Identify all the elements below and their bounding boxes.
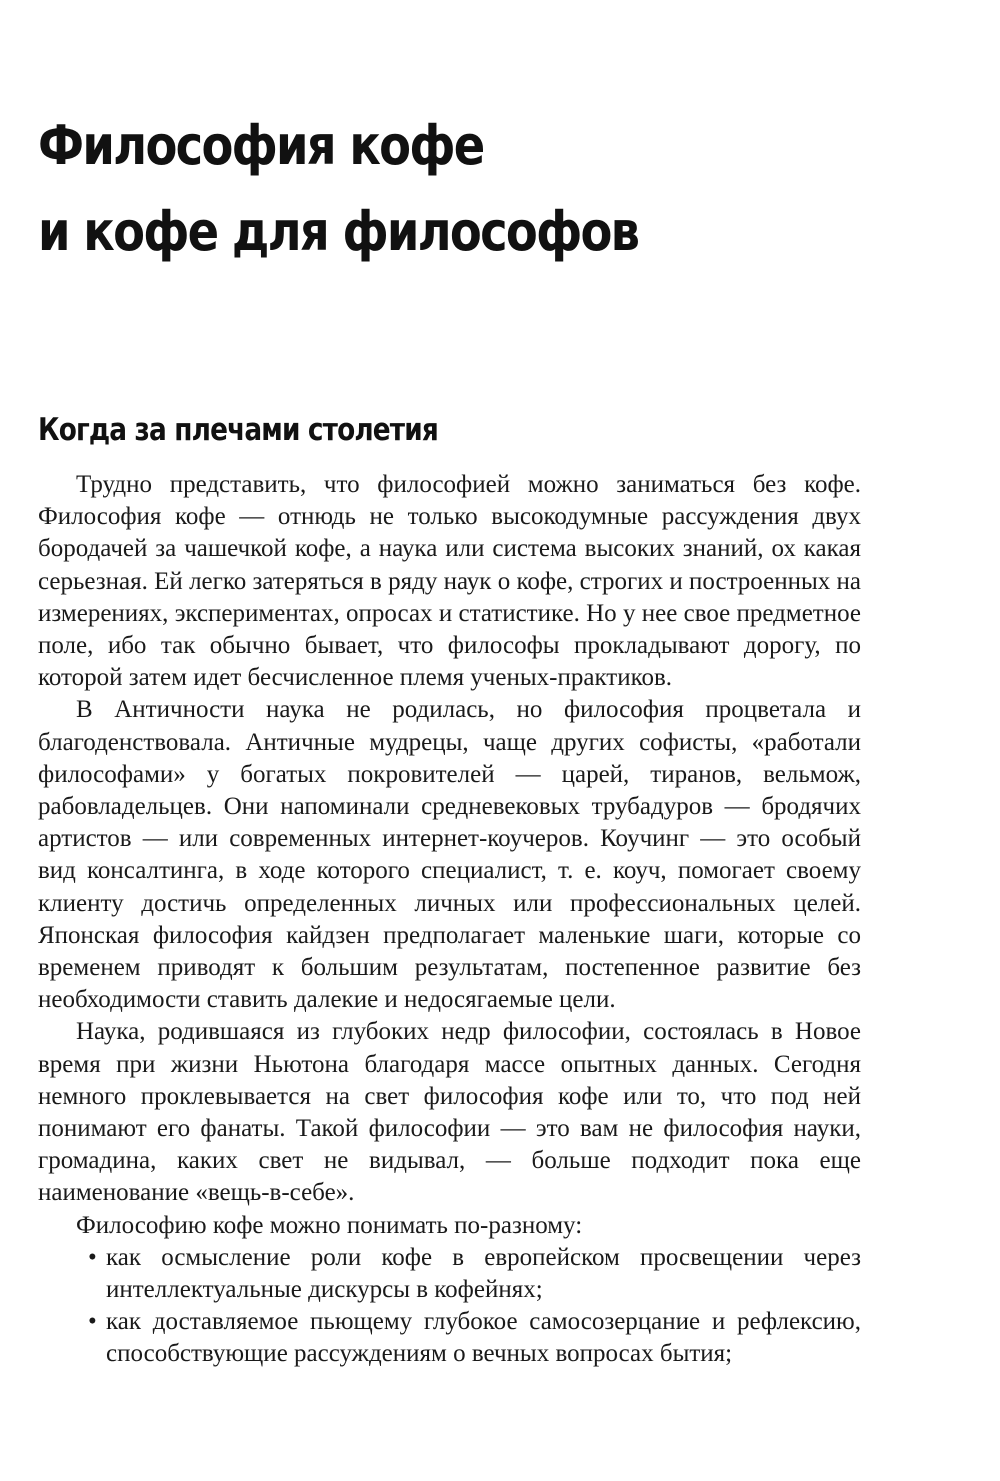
list-item-text: как осмысление роли кофе в европейском просвещении через интеллектуальные дискурсы в кофейнях; <box>106 1243 861 1304</box>
bullet-icon: • <box>88 1308 97 1336</box>
body-text <box>38 469 861 1371</box>
bullet-list <box>38 1242 861 1371</box>
list-item <box>38 1306 861 1370</box>
chapter-title-line-1: Философия кофе <box>38 114 484 177</box>
chapter-title <box>38 103 638 275</box>
paragraph-1: Трудно представить, что философией можно заниматься без кофе. Философия кофе — отнюдь не только высокодумные рассуждения двух бородачей за чашечкой кофе, а наука или система высоких знаний, ох какая серьезная. Ей легко затеряться в ряду наук о кофе, строгих и построенных на измерениях, экспериментах, опросах и статистике. Но у нее свое предметное поле, ибо так обычно бывает, что философы прокладывают дорогу, по которой затем идет бесчисленное племя ученых-практиков. <box>38 471 861 692</box>
paragraph-3: Наука, родившаяся из глубоких недр философии, состоялась в Новое время при жизни Ньютона благодаря массе опытных данных. Сегодня немного проклевывается на свет философия кофе или то, что под ней понимают его фанаты. Такой философии — это вам не философия науки, громадина, каких свет не видывал, — больше подходит пока еще наименование «вещь-в-себе». <box>38 1018 861 1207</box>
section-heading: Когда за плечами столетия <box>38 412 438 448</box>
paragraph-4: Философию кофе можно понимать по-разному: <box>76 1211 583 1239</box>
paragraph-2: В Античности наука не родилась, но философия процветала и благоденствовала. Античные мудрецы, чаще других софисты, «работали философами» у богатых покровителей — царей, тиранов, вельмож, рабовладельцев. Они напоминали средневековых трубадуров — бродячих артистов — или современных интернет-коучеров. Коучинг — это особый вид консалтинга, в ходе которого специалист, т. е. коуч, помогает своему клиенту достичь определенных личных или профессиональных целей. Японская философия кайдзен предполагает маленькие шаги, которые со временем приводят к большим результатам, постепенное развитие без необходимости ставить далекие и недосягаемые цели. <box>38 696 861 1014</box>
chapter-title-line-2: и кофе для философов <box>38 200 639 263</box>
list-item-text: как доставляемое пьющему глубокое самосозерцание и рефлексию, способствующие рассуждениям о вечных вопросах бытия; <box>106 1308 861 1368</box>
bullet-icon: • <box>88 1243 97 1271</box>
list-item <box>38 1242 861 1306</box>
